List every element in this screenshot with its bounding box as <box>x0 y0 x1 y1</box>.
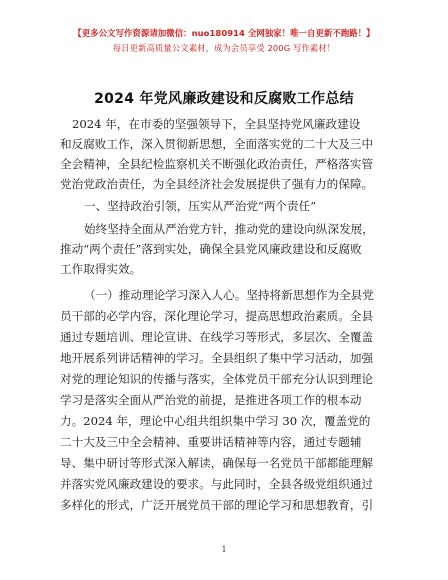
body-line: 并落实党风廉政建设的要求。与此同时，全县各级党组织通过 <box>60 477 374 491</box>
body-line: 通过专题培训、理论宣讲、在线学习等形式，多层次、全覆盖 <box>60 330 374 344</box>
body-line: 学习是落实全面从严治党的前提，是推进各项工作的根本动 <box>60 393 362 407</box>
body-line: 和反腐败工作，深入贯彻新思想，全面落实党的二十大及三中 <box>60 137 374 151</box>
page-number: 1 <box>221 545 227 554</box>
body-line: 力。2024 年，理论中心组共组织集中学习 30 次，覆盖党的 <box>60 414 371 428</box>
document-title: 2024 年党风廉政建设和反腐败工作总结 <box>94 91 354 107</box>
body-line: 对党的理论知识的传播与落实，全体党员干部充分认识到理论 <box>60 372 374 386</box>
body-line: 工作取得实效。 <box>60 262 142 276</box>
body-line: 多样化的形式，广泛开展党员干部的理论学习和思想教育，引 <box>60 498 374 512</box>
promo-banner-line-2: 每日更新高质量公文素材，成为会员享受 200G 写作素材！ <box>112 43 336 53</box>
section-heading: 一、坚持政治引领，压实从严治党“两个责任” <box>84 199 317 213</box>
body-line: 员干部的必学内容，深化理论学习，提高思想政治素质。全县 <box>60 309 374 323</box>
body-line: 地开展系列讲话精神的学习。全县组织了集中学习活动，加强 <box>60 351 374 365</box>
body-line: 导、集中研讨等形式深入解读，确保每一名党员干部都能理解 <box>60 456 374 470</box>
body-line: 二十大及三中全会精神、重要讲话精神等内容，通过专题辅 <box>60 435 362 449</box>
body-line: 始终坚持全面从严治党方针，推动党的建设向纵深发展， <box>84 222 374 236</box>
body-line: 2024 年，在市委的坚强领导下，全县坚持党风廉政建设 <box>72 117 361 131</box>
body-line: （一）推动理论学习深入人心。坚持将新思想作为全县党 <box>84 288 374 302</box>
body-line: 推动“两个责任”落到实处，确保全县党风廉政建设和反腐败 <box>60 242 362 256</box>
body-line: 党治党政治责任，为全县经济社会发展提供了强有力的保障。 <box>60 177 374 191</box>
promo-banner-line-1: 【更多公文写作资源请加微信：nuo180914 全网独家！唯一自更新不跑路！】 <box>73 28 375 38</box>
body-line: 全会精神，全县纪检监察机关不断强化政治责任，严格落实管 <box>60 157 374 171</box>
